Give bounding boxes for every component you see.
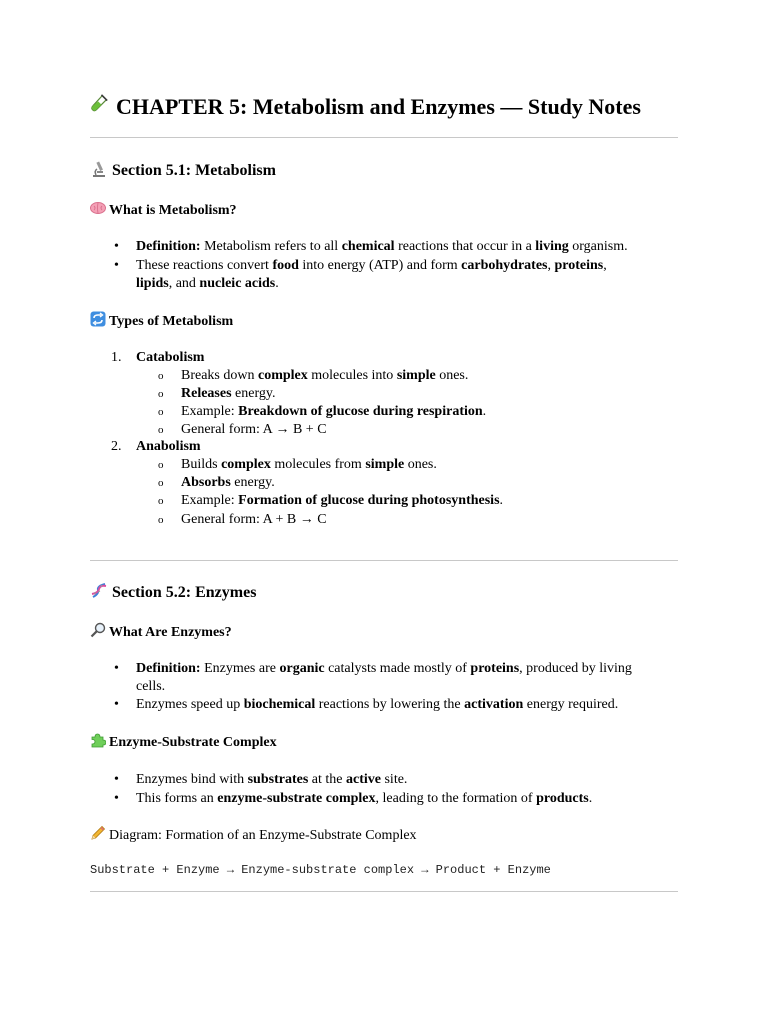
test-tube-icon xyxy=(90,94,112,116)
bullet-marker: • xyxy=(114,258,119,273)
list-item-example-respiration: Example: Breakdown of glucose during respiration. xyxy=(181,404,487,419)
divider xyxy=(90,560,678,561)
microscope-icon xyxy=(90,160,108,178)
diagram-caption-text: Diagram: Formation of an Enzyme-Substrate Complex xyxy=(109,828,417,843)
section-heading-text: Section 5.1: Metabolism xyxy=(112,162,276,179)
subheading-types-of-metabolism xyxy=(90,311,233,332)
subheading-what-is-metabolism xyxy=(90,200,237,221)
list-item-anabolism: Anabolism xyxy=(136,439,201,454)
bullet-marker: • xyxy=(114,772,119,787)
section-heading-metabolism xyxy=(90,160,276,182)
list-item-general-form-anabolism: General form: A + B → C xyxy=(181,512,327,527)
list-item-enzyme-definition: Definition: Enzymes are organic catalysts made mostly of proteins, produced by living xyxy=(136,661,632,676)
magnifying-glass-icon xyxy=(90,622,106,638)
circle-marker: o xyxy=(158,477,164,489)
list-item-bind: Enzymes bind with substrates at the active site. xyxy=(136,772,408,787)
reaction-equation: Substrate + Enzyme → Enzyme-substrate complex → Product + Enzyme xyxy=(90,863,551,877)
subheading-text: Enzyme-Substrate Complex xyxy=(109,735,277,750)
list-item-conversion-cont: lipids, and nucleic acids. xyxy=(136,276,279,291)
list-number: 2. xyxy=(111,439,122,454)
subheading-text: What Are Enzymes? xyxy=(109,625,232,640)
subheading-text: Types of Metabolism xyxy=(109,314,234,329)
bullet-marker: • xyxy=(114,697,119,712)
pencil-icon xyxy=(90,825,106,841)
puzzle-piece-icon xyxy=(90,732,106,748)
diagram-caption xyxy=(90,825,417,845)
list-item-definition: Definition: Metabolism refers to all chemical reactions that occur in a living organism. xyxy=(136,239,628,254)
subheading-what-are-enzymes xyxy=(90,622,232,643)
list-item-enzyme-definition-cont: cells. xyxy=(136,679,166,694)
circle-marker: o xyxy=(158,388,164,400)
list-item-releases: Releases energy. xyxy=(181,386,276,401)
list-item-speed-up: Enzymes speed up biochemical reactions by lowering the activation energy required. xyxy=(136,697,619,712)
circle-marker: o xyxy=(158,514,164,526)
subheading-text: What is Metabolism? xyxy=(109,203,237,218)
list-item-example-photosynthesis: Example: Formation of glucose during photosynthesis. xyxy=(181,493,504,508)
page-title-text: CHAPTER 5: Metabolism and Enzymes — Study Notes xyxy=(116,94,641,119)
bullet-marker: • xyxy=(114,239,119,254)
list-item-catabolism: Catabolism xyxy=(136,350,205,365)
dna-icon xyxy=(90,582,108,600)
list-item-breaks-down: Breaks down complex molecules into simple ones. xyxy=(181,368,469,383)
list-item-conversion: These reactions convert food into energy (ATP) and form carbohydrates, proteins, xyxy=(136,258,607,273)
circle-marker: o xyxy=(158,370,164,382)
bullet-marker: • xyxy=(114,661,119,676)
subheading-enzyme-substrate-complex xyxy=(90,732,277,753)
list-item-forms-complex: This forms an enzyme-substrate complex, leading to the formation of products. xyxy=(136,791,593,806)
circle-marker: o xyxy=(158,406,164,418)
section-heading-enzymes xyxy=(90,582,256,604)
brain-icon xyxy=(90,200,106,216)
list-item-builds: Builds complex molecules from simple ones. xyxy=(181,457,437,472)
divider xyxy=(90,137,678,138)
circle-marker: o xyxy=(158,459,164,471)
section-heading-text: Section 5.2: Enzymes xyxy=(112,584,257,601)
list-item-absorbs: Absorbs energy. xyxy=(181,475,275,490)
list-item-general-form-catabolism: General form: A → B + C xyxy=(181,422,327,437)
list-number: 1. xyxy=(111,350,122,365)
divider xyxy=(90,891,678,892)
cycle-arrows-icon xyxy=(90,311,106,327)
circle-marker: o xyxy=(158,495,164,507)
page-title xyxy=(90,92,678,122)
bullet-marker: • xyxy=(114,791,119,806)
circle-marker: o xyxy=(158,424,164,436)
